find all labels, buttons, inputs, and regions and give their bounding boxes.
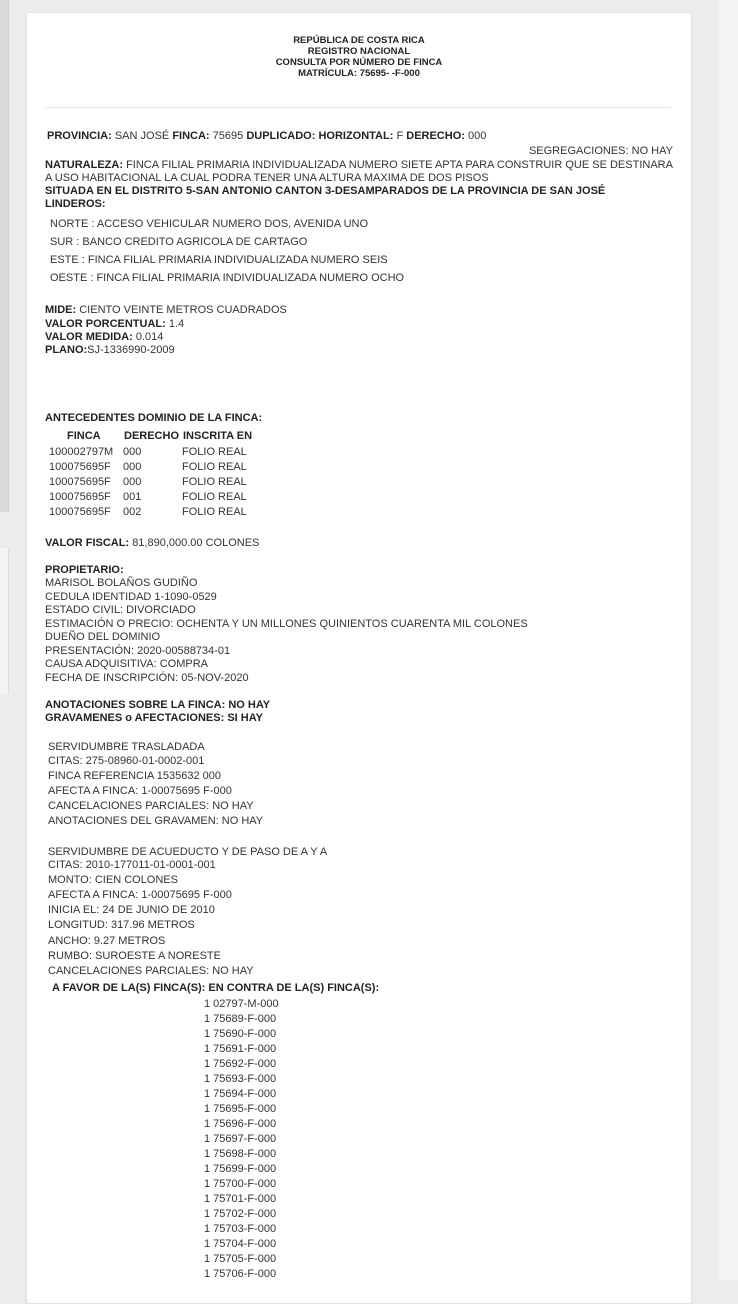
servidumbre2-longitud: LONGITUD: 317.96 METROS [48, 919, 195, 931]
list-item: 1 75690-F-000 [204, 1028, 277, 1040]
derecho-label: DERECHO: [406, 130, 465, 142]
left-panel-edge-lower [0, 548, 9, 694]
lindero-sur: SUR : BANCO CREDITO AGRICOLA DE CARTAGO [50, 236, 308, 248]
list-item: 1 75693-F-000 [204, 1073, 277, 1085]
mide-line [45, 304, 287, 317]
servidumbre2-monto: MONTO: CIEN COLONES [48, 874, 178, 886]
finca-value: 75695 [212, 130, 244, 142]
propietario-title: PROPIETARIO: [45, 564, 124, 576]
col-inscrita-header: INSCRITA EN [183, 430, 253, 442]
propietario-estimacion: ESTIMACIÓN O PRECIO: OCHENTA Y UN MILLONES QUINIENTOS CUARENTA MIL COLONES [45, 618, 528, 630]
table-row-derecho: 001 [123, 491, 142, 503]
list-item: 1 75706-F-000 [204, 1268, 277, 1280]
porcentual-value: 1.4 [168, 318, 185, 330]
col-finca-header: FINCA [67, 430, 101, 442]
propietario-cedula: CEDULA IDENTIDAD 1-1090-0529 [45, 591, 217, 603]
list-item: 1 75704-F-000 [204, 1238, 277, 1250]
header-consulta: CONSULTA POR NÚMERO DE FINCA [275, 57, 443, 68]
servidumbre2-inicia: INICIA EL: 24 DE JUNIO DE 2010 [48, 904, 215, 916]
table-row-inscrita: FOLIO REAL [182, 491, 247, 503]
plano-value: SJ-1336990-2009 [87, 344, 175, 356]
list-item: 1 75694-F-000 [204, 1088, 277, 1100]
table-row-derecho: 002 [123, 506, 142, 518]
gravamenes-line: GRAVAMENES o AFECTACIONES: SI HAY [45, 712, 263, 724]
propietario-nombre: MARISOL BOLAÑOS GUDIÑO [45, 577, 198, 589]
lindero-norte: NORTE : ACCESO VEHICULAR NUMERO DOS, AVENIDA UNO [50, 218, 369, 230]
table-row-finca: 100075695F [49, 506, 111, 518]
list-item: 1 75697-F-000 [204, 1133, 277, 1145]
propietario-dueno: DUEÑO DEL DOMINIO [45, 631, 161, 643]
valor-fiscal-label: VALOR FISCAL: [45, 537, 130, 549]
segregaciones: SEGREGACIONES: NO HAY [528, 145, 673, 157]
servidumbre1-finca-ref: FINCA REFERENCIA 1535632 000 [48, 770, 222, 782]
list-item: 1 75692-F-000 [204, 1058, 277, 1070]
contra-fincas-list [204, 997, 279, 1282]
provincia-value: SAN JOSÉ [114, 130, 170, 142]
table-row-finca: 100075695F [49, 491, 111, 503]
horizontal-value: F [396, 130, 404, 142]
naturaleza-block [45, 159, 681, 211]
medida-label: VALOR MEDIDA: [45, 331, 133, 343]
list-item: 1 75695-F-000 [204, 1103, 277, 1115]
col-derecho-header: DERECHO [124, 430, 180, 442]
header-divider [45, 107, 671, 108]
lindero-oeste: OESTE : FINCA FILIAL PRIMARIA INDIVIDUALIZADA NUMERO OCHO [50, 272, 405, 284]
header-republica: REPÚBLICA DE COSTA RICA [293, 35, 425, 46]
favor-contra-header: A FAVOR DE LA(S) FINCA(S): EN CONTRA DE LA(S) FINCA(S): [52, 982, 380, 994]
servidumbre1-citas: CITAS: 275-08960-01-0002-001 [48, 755, 205, 767]
anotaciones-line: ANOTACIONES SOBRE LA FINCA: NO HAY [45, 699, 271, 711]
antecedentes-finca-col [49, 445, 113, 520]
servidumbre1-cancelaciones: CANCELACIONES PARCIALES: NO HAY [48, 800, 254, 812]
table-row-derecho: 000 [123, 476, 142, 488]
document-header [27, 35, 691, 79]
antecedentes-title: ANTECEDENTES DOMINIO DE LA FINCA: [45, 412, 263, 424]
duplicado-label: DUPLICADO: [246, 130, 316, 142]
derecho-value: 000 [467, 130, 487, 142]
table-row-inscrita: FOLIO REAL [182, 476, 247, 488]
table-row-finca: 100075695F [49, 476, 111, 488]
servidumbre2-cancelaciones: CANCELACIONES PARCIALES: NO HAY [48, 965, 254, 977]
list-item: 1 75696-F-000 [204, 1118, 277, 1130]
table-row-finca: 100075695F [49, 461, 111, 473]
mide-value: CIENTO VEINTE METROS CUADRADOS [79, 304, 287, 316]
table-row-derecho: 000 [123, 446, 142, 458]
list-item: 1 75689-F-000 [204, 1013, 277, 1025]
list-item: 1 75691-F-000 [204, 1043, 277, 1055]
header-registro: REGISTRO NACIONAL [307, 46, 411, 57]
plano-line [45, 344, 175, 357]
valor-fiscal-line [45, 537, 259, 550]
servidumbre2-ancho: ANCHO: 9.27 METROS [48, 935, 166, 947]
lindero-este: ESTE : FINCA FILIAL PRIMARIA INDIVIDUALIZADA NUMERO SEIS [50, 254, 388, 266]
mide-label: MIDE: [45, 304, 77, 316]
provincia-label: PROVINCIA: [47, 130, 112, 142]
porcentual-line [45, 318, 184, 331]
header-matricula: MATRÍCULA: 75695- -F-000 [298, 68, 420, 79]
table-row-inscrita: FOLIO REAL [182, 446, 247, 458]
left-panel-edge [0, 0, 9, 512]
document-page [26, 12, 692, 1304]
horizontal-label: HORIZONTAL: [318, 130, 394, 142]
servidumbre1-title: SERVIDUMBRE TRASLADADA [48, 741, 205, 753]
situada-text: SITUADA EN EL DISTRITO 5-SAN ANTONIO CANTON 3-DESAMPARADOS DE LA PROVINCIA DE SAN JOSÉ [45, 185, 606, 197]
naturaleza-label: NATURALEZA: [45, 159, 124, 171]
porcentual-label: VALOR PORCENTUAL: [45, 318, 166, 330]
servidumbre2-title: SERVIDUMBRE DE ACUEDUCTO Y DE PASO DE A Y A [48, 846, 328, 858]
medida-value: 0.014 [135, 331, 164, 343]
list-item: 1 75705-F-000 [204, 1253, 277, 1265]
naturaleza-value: FINCA FILIAL PRIMARIA INDIVIDUALIZADA NUMERO SIETE APTA PARA CONSTRUIR QUE SE DESTINARA A USO HABITACIONAL LA CUAL PODRA TENER UNA ALTURA MAXIMA DE DOS PISOS [45, 159, 673, 184]
list-item: 1 75702-F-000 [204, 1208, 277, 1220]
propietario-presentacion: PRESENTACIÓN: 2020-00588734-01 [45, 645, 231, 657]
servidumbre1-afecta: AFECTA A FINCA: 1-00075695 F-000 [48, 785, 232, 797]
list-item: 1 75698-F-000 [204, 1148, 277, 1160]
valor-fiscal-value: 81,890,000.00 COLONES [132, 537, 260, 549]
table-row-inscrita: FOLIO REAL [182, 506, 247, 518]
antecedentes-derecho-col [123, 445, 141, 520]
table-row-inscrita: FOLIO REAL [182, 461, 247, 473]
servidumbre1-anotaciones: ANOTACIONES DEL GRAVAMEN: NO HAY [48, 815, 264, 827]
list-item: 1 75701-F-000 [204, 1193, 277, 1205]
servidumbre2-citas: CITAS: 2010-177011-01-0001-001 [48, 859, 216, 871]
table-row-derecho: 000 [123, 461, 142, 473]
linderos-label: LINDEROS: [45, 198, 106, 210]
list-item: 1 75703-F-000 [204, 1223, 277, 1235]
list-item: 1 75700-F-000 [204, 1178, 277, 1190]
right-gutter [718, 0, 738, 1280]
servidumbre2-afecta: AFECTA A FINCA: 1-00075695 F-000 [48, 889, 232, 901]
propietario-causa: CAUSA ADQUISITIVA: COMPRA [45, 658, 208, 670]
plano-label: PLANO: [45, 344, 88, 356]
propietario-estado-civil: ESTADO CIVIL: DIVORCIADO [45, 604, 196, 616]
table-row-finca: 100002797M [49, 446, 114, 458]
list-item: 1 02797-M-000 [204, 998, 279, 1010]
list-item: 1 75699-F-000 [204, 1163, 277, 1175]
medida-line [45, 331, 163, 344]
antecedentes-inscrita-col [182, 445, 247, 520]
propietario-fecha: FECHA DE INSCRIPCIÓN: 05-NOV-2020 [45, 672, 249, 684]
servidumbre2-rumbo: RUMBO: SUROESTE A NORESTE [48, 950, 221, 962]
finca-label: FINCA: [172, 130, 210, 142]
provincia-line [47, 130, 486, 143]
